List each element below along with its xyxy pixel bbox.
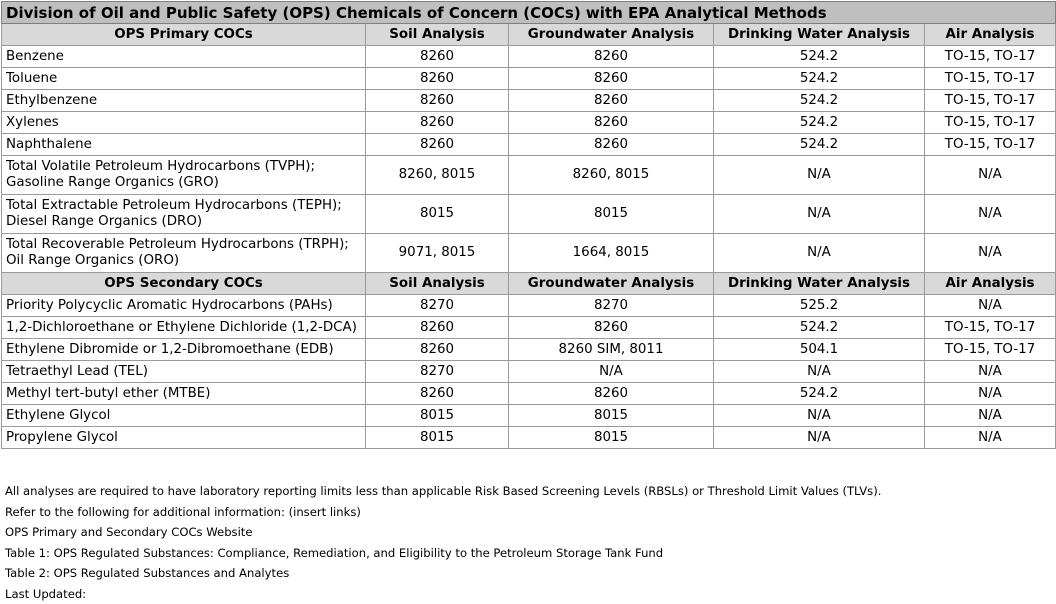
column-header: Groundwater Analysis <box>509 273 714 295</box>
soil-method: 8260 <box>366 134 509 156</box>
air-method: N/A <box>925 361 1056 383</box>
secondary-header-row <box>2 273 1056 295</box>
groundwater-method: 8015 <box>509 195 714 234</box>
air-method: TO-15, TO-17 <box>925 317 1056 339</box>
compound-name <box>2 90 366 112</box>
compound-name-line: Diesel Range Organics (DRO) <box>6 214 361 230</box>
compound-name <box>2 134 366 156</box>
column-header: Drinking Water Analysis <box>714 273 925 295</box>
primary-header: OPS Primary COCs <box>2 24 366 46</box>
drinking-water-method: N/A <box>714 427 925 449</box>
drinking-water-method: N/A <box>714 405 925 427</box>
compound-name-line: Ethylbenzene <box>6 93 361 109</box>
compound-name <box>2 427 366 449</box>
groundwater-method: 8270 <box>509 295 714 317</box>
soil-method: 8260 <box>366 90 509 112</box>
soil-method: 9071, 8015 <box>366 234 509 273</box>
notes-section <box>5 481 881 604</box>
table-row <box>2 134 1056 156</box>
drinking-water-method: 524.2 <box>714 90 925 112</box>
table-title: Division of Oil and Public Safety (OPS) Chemicals of Concern (COCs) with EPA Analytical Methods <box>2 2 1056 24</box>
column-header: Drinking Water Analysis <box>714 24 925 46</box>
secondary-header: OPS Secondary COCs <box>2 273 366 295</box>
soil-method: 8260 <box>366 46 509 68</box>
soil-method: 8260 <box>366 383 509 405</box>
groundwater-method: 8015 <box>509 405 714 427</box>
drinking-water-method: 524.2 <box>714 68 925 90</box>
soil-method: 8015 <box>366 405 509 427</box>
compound-name-line: Ethylene Dibromide or 1,2-Dibromoethane (EDB) <box>6 342 361 358</box>
air-method: TO-15, TO-17 <box>925 90 1056 112</box>
compound-name <box>2 156 366 195</box>
compound-name <box>2 46 366 68</box>
table-row <box>2 383 1056 405</box>
compound-name-line: Total Extractable Petroleum Hydrocarbons (TEPH); <box>6 198 361 214</box>
column-header: Groundwater Analysis <box>509 24 714 46</box>
air-method: TO-15, TO-17 <box>925 68 1056 90</box>
compound-name-line: Priority Polycyclic Aromatic Hydrocarbons (PAHs) <box>6 298 361 314</box>
table-row <box>2 112 1056 134</box>
air-method: N/A <box>925 234 1056 273</box>
column-header: Air Analysis <box>925 273 1056 295</box>
compound-name-line: Benzene <box>6 49 361 65</box>
table-row <box>2 361 1056 383</box>
column-header: Air Analysis <box>925 24 1056 46</box>
compound-name-line: Ethylene Glycol <box>6 408 361 424</box>
drinking-water-method: 504.1 <box>714 339 925 361</box>
note-coc-website: OPS Primary and Secondary COCs Website <box>5 522 881 543</box>
compound-name-line: Methyl tert-butyl ether (MTBE) <box>6 386 361 402</box>
drinking-water-method: N/A <box>714 156 925 195</box>
compound-name <box>2 361 366 383</box>
compound-name-line: Tetraethyl Lead (TEL) <box>6 364 361 380</box>
note-table-2: Table 2: OPS Regulated Substances and Analytes <box>5 563 881 584</box>
drinking-water-method: N/A <box>714 195 925 234</box>
compound-name-line: Oil Range Organics (ORO) <box>6 253 361 269</box>
compound-name-line: Toluene <box>6 71 361 87</box>
drinking-water-method: N/A <box>714 361 925 383</box>
groundwater-method: 8260 <box>509 68 714 90</box>
note-table-1: Table 1: OPS Regulated Substances: Compliance, Remediation, and Eligibility to the Petroleum Storage Tank Fund <box>5 543 881 564</box>
groundwater-method: 1664, 8015 <box>509 234 714 273</box>
compound-name <box>2 317 366 339</box>
soil-method: 8260 <box>366 317 509 339</box>
note-last-updated: Last Updated: <box>5 584 881 604</box>
drinking-water-method: 525.2 <box>714 295 925 317</box>
air-method: N/A <box>925 195 1056 234</box>
soil-method: 8260 <box>366 112 509 134</box>
compound-name <box>2 339 366 361</box>
compound-name <box>2 68 366 90</box>
table-row <box>2 46 1056 68</box>
table-row <box>2 295 1056 317</box>
air-method: N/A <box>925 156 1056 195</box>
soil-method: 8260 <box>366 68 509 90</box>
coc-table <box>1 1 1056 449</box>
drinking-water-method: N/A <box>714 234 925 273</box>
compound-name <box>2 405 366 427</box>
table-row <box>2 234 1056 273</box>
groundwater-method: 8260 <box>509 112 714 134</box>
compound-name <box>2 295 366 317</box>
groundwater-method: N/A <box>509 361 714 383</box>
compound-name-line: 1,2-Dichloroethane or Ethylene Dichloride (1,2-DCA) <box>6 320 361 336</box>
compound-name-line: Xylenes <box>6 115 361 131</box>
table-row <box>2 195 1056 234</box>
column-header: Soil Analysis <box>366 24 509 46</box>
compound-name <box>2 112 366 134</box>
compound-name-line: Gasoline Range Organics (GRO) <box>6 175 361 191</box>
groundwater-method: 8260 <box>509 90 714 112</box>
compound-name <box>2 383 366 405</box>
air-method: N/A <box>925 427 1056 449</box>
note-reporting-limits: All analyses are required to have laboratory reporting limits less than applicable Risk Based Screening Levels (RBSLs) or Threshold Limit Values (TLVs). <box>5 481 881 502</box>
air-method: TO-15, TO-17 <box>925 46 1056 68</box>
groundwater-method: 8260 <box>509 317 714 339</box>
soil-method: 8015 <box>366 427 509 449</box>
drinking-water-method: 524.2 <box>714 46 925 68</box>
table-row <box>2 68 1056 90</box>
soil-method: 8270 <box>366 295 509 317</box>
drinking-water-method: 524.2 <box>714 317 925 339</box>
table-row <box>2 156 1056 195</box>
groundwater-method: 8260 SIM, 8011 <box>509 339 714 361</box>
air-method: N/A <box>925 295 1056 317</box>
air-method: TO-15, TO-17 <box>925 339 1056 361</box>
column-header: Soil Analysis <box>366 273 509 295</box>
drinking-water-method: 524.2 <box>714 134 925 156</box>
compound-name-line: Naphthalene <box>6 137 361 153</box>
air-method: N/A <box>925 383 1056 405</box>
compound-name-line: Total Volatile Petroleum Hydrocarbons (TVPH); <box>6 159 361 175</box>
compound-name-line: Propylene Glycol <box>6 430 361 446</box>
table-row <box>2 90 1056 112</box>
groundwater-method: 8260, 8015 <box>509 156 714 195</box>
soil-method: 8260, 8015 <box>366 156 509 195</box>
note-refer: Refer to the following for additional information: (insert links) <box>5 502 881 523</box>
groundwater-method: 8260 <box>509 46 714 68</box>
table-row <box>2 427 1056 449</box>
compound-name <box>2 195 366 234</box>
compound-name <box>2 234 366 273</box>
compound-name-line: Total Recoverable Petroleum Hydrocarbons (TRPH); <box>6 237 361 253</box>
table-row <box>2 339 1056 361</box>
air-method: TO-15, TO-17 <box>925 112 1056 134</box>
primary-header-row <box>2 24 1056 46</box>
drinking-water-method: 524.2 <box>714 112 925 134</box>
soil-method: 8270 <box>366 361 509 383</box>
soil-method: 8260 <box>366 339 509 361</box>
table-row <box>2 405 1056 427</box>
drinking-water-method: 524.2 <box>714 383 925 405</box>
table-row <box>2 317 1056 339</box>
groundwater-method: 8260 <box>509 134 714 156</box>
air-method: TO-15, TO-17 <box>925 134 1056 156</box>
soil-method: 8015 <box>366 195 509 234</box>
air-method: N/A <box>925 405 1056 427</box>
groundwater-method: 8015 <box>509 427 714 449</box>
groundwater-method: 8260 <box>509 383 714 405</box>
